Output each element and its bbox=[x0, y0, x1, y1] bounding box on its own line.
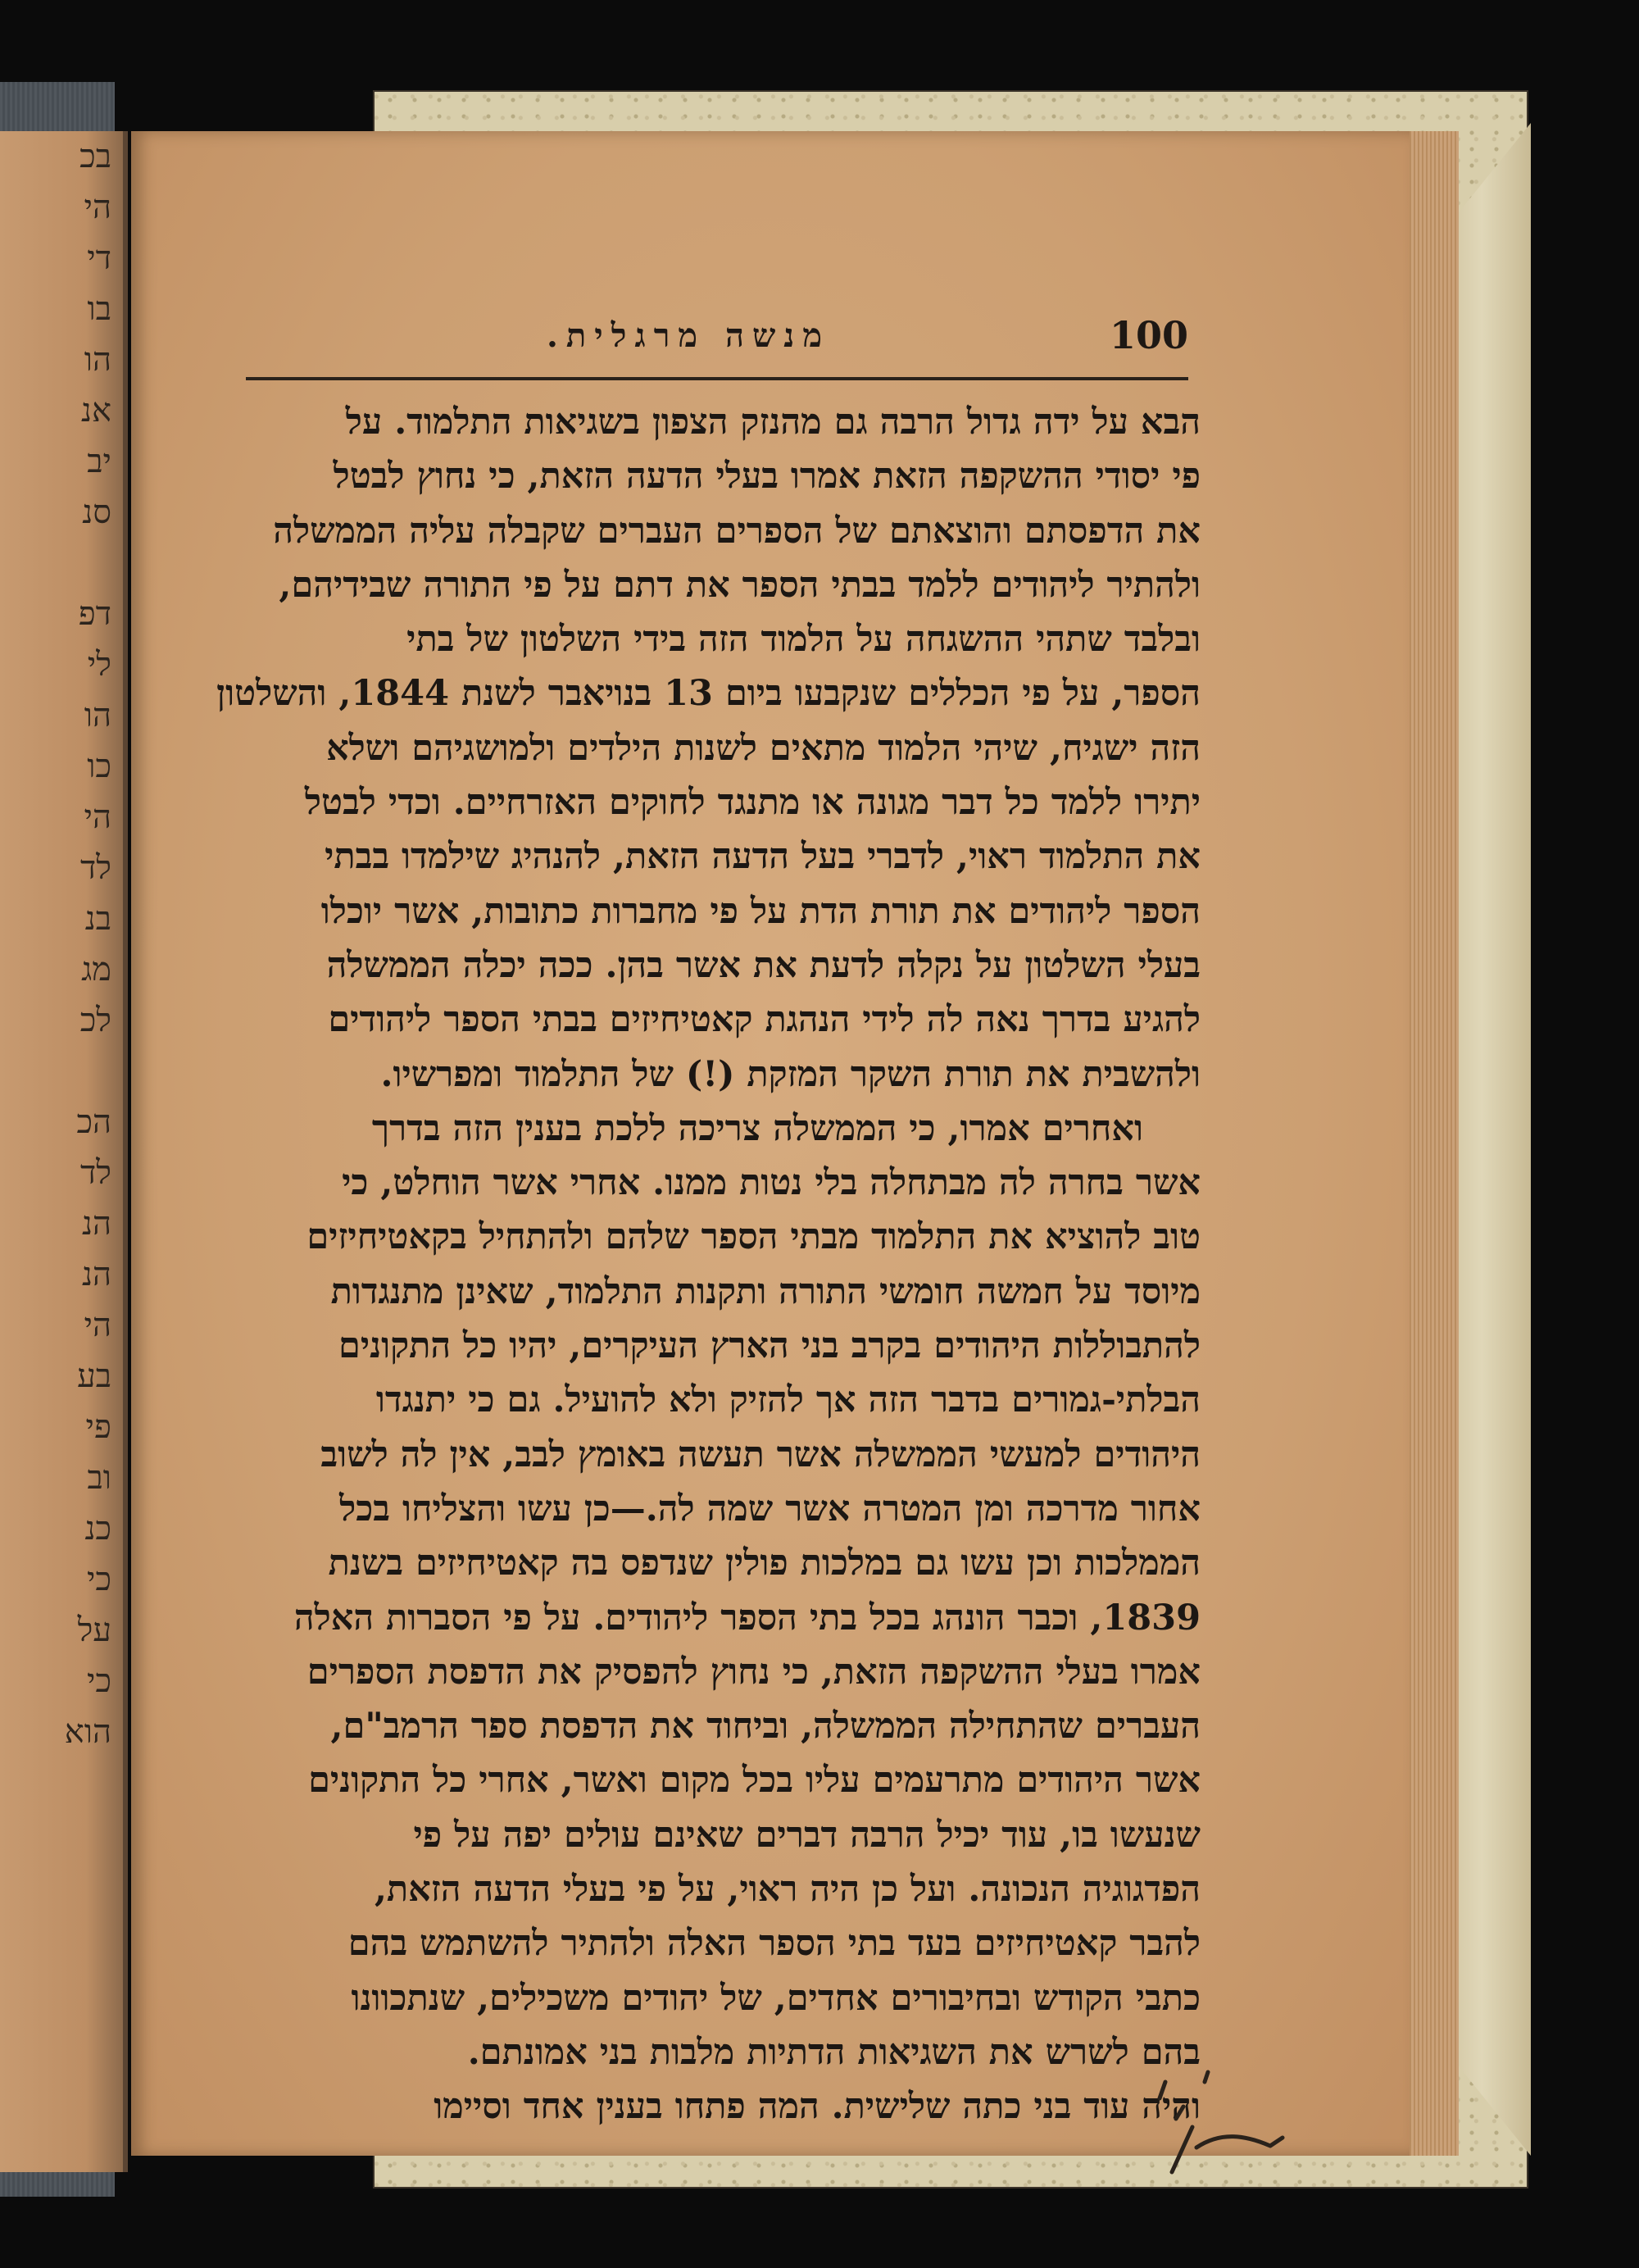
facing-text-fragment: בנ bbox=[84, 900, 111, 938]
text-line: הממלכות וכן עשו גם במלכות פולין שנדפס בה קאטיחיזים בשנת bbox=[328, 1543, 1201, 1584]
text-line: אשר בחרה לה מבתחלה בלי נטות ממנו. אחרי אשר הוחלט, כי bbox=[342, 1162, 1201, 1204]
facing-text-fragment: לכ bbox=[79, 1002, 111, 1039]
book-page bbox=[131, 131, 1410, 2156]
page-header bbox=[246, 313, 1188, 370]
facing-text-fragment: על bbox=[77, 1611, 111, 1649]
facing-text-fragment: סנ bbox=[82, 493, 111, 531]
facing-text-fragment: בכ bbox=[79, 138, 111, 175]
facing-text-fragment: די bbox=[87, 239, 111, 277]
text-line: והיה עוד בני כתה שלישית. המה פתחו בענין אחד וסיימו bbox=[434, 2086, 1201, 2128]
text-line: הבלתי-גמורים בדבר הזה אך להזיק ולא להועיל. גם כי יתנגדו bbox=[375, 1379, 1201, 1421]
text-line: אחור מדרכה ומן המטרה אשר שמה לה.—כן עשו והצליחו בכל bbox=[339, 1488, 1201, 1529]
facing-text-fragment: הוא bbox=[64, 1713, 111, 1751]
text-line: להבר קאטיחיזים בעד בתי הספר האלה ולהתיר להשתמש בהם bbox=[347, 1923, 1201, 1965]
text-line: יתירו ללמד כל דבר מגונה או מתנגד לחוקים האזרחיים. וכדי לבטל bbox=[304, 782, 1201, 824]
text-line: הספר ליהודים את תורת הדת על פי מחברות כתובות, אשר יוכלו bbox=[320, 890, 1201, 932]
facing-text-fragment: כי bbox=[86, 1561, 111, 1598]
facing-text-fragment bbox=[5, 538, 111, 589]
text-line: הבא על ידה גדול הרבה גם מהנזק הצפון בשגיאות התלמוד. על bbox=[345, 402, 1201, 443]
header-rule bbox=[246, 377, 1188, 380]
text-line: הזה ישגיח, שיהי הלמוד מתאים לשנות הילדים ולמושגיהם ושלא bbox=[326, 727, 1201, 769]
text-line: בעלי השלטון על נקלה לדעת את אשר בהן. ככה יכלה הממשלה bbox=[326, 944, 1201, 986]
facing-text-fragment: דפ bbox=[78, 595, 111, 633]
facing-text-fragment: הי bbox=[84, 189, 111, 226]
facing-text-fragment: וב bbox=[87, 1459, 111, 1497]
pencil-mark-icon bbox=[1147, 2049, 1328, 2197]
facing-text-fragment: אנ bbox=[80, 392, 111, 430]
text-line: ולהשבית את תורת השקר המזקת (!) של התלמוד ומפרשיו. bbox=[380, 1053, 1201, 1095]
text-line: אמרו בעלי ההשקפה הזאת, כי נחוץ להפסיק את הדפסת הספרים bbox=[306, 1651, 1201, 1693]
text-line: 1839, וכבר הונהג בכל בתי הספר ליהודים. על פי הסברות האלה bbox=[293, 1597, 1201, 1639]
facing-text-fragment: לי bbox=[87, 646, 111, 684]
page-number: 100 bbox=[1109, 313, 1188, 357]
facing-text-fragment: הנ bbox=[81, 1205, 111, 1243]
text-line: להגיע בדרך נאה לה לידי הנהגת קאטיחיזים בבתי הספר ליהודים bbox=[328, 999, 1201, 1041]
facing-text-fragment: הו bbox=[84, 341, 111, 379]
text-line: ואחרים אמרו, כי הממשלה צריכה ללכת בענין הזה בדרך bbox=[371, 1107, 1143, 1149]
text-line: את הדפסתם והוצאתם של הספרים העברים שקבלה עליה הממשלה bbox=[273, 510, 1201, 552]
text-line: בהם לשרש את השגיאות הדתיות מלבות בני אמונתם. bbox=[467, 2031, 1201, 2073]
text-line: שנעשו בו, עוד יכיל הרבה דברים שאינם עולים יפה על פי bbox=[413, 1814, 1201, 1856]
text-line: להתבוללות היהודים בקרב בני הארץ העיקרים, יהיו כל התקונים bbox=[338, 1325, 1201, 1367]
facing-text-fragment: הנ bbox=[81, 1256, 111, 1293]
facing-text-fragment bbox=[5, 1046, 111, 1097]
text-line: העברים שהתחילה הממשלה, וביחוד את הדפסת ספר הרמב"ם, bbox=[330, 1706, 1201, 1748]
facing-text-fragment: לד bbox=[80, 1154, 111, 1192]
text-line: פי יסודי ההשקפה הזאת אמרו בעלי הדעה הזאת, כי נחוץ לבטל bbox=[333, 456, 1201, 498]
facing-page-text bbox=[5, 131, 111, 1757]
body-text bbox=[216, 395, 1201, 2134]
facing-text-fragment: הי bbox=[84, 1307, 111, 1344]
facing-page-edge bbox=[0, 131, 128, 2172]
facing-text-fragment: הי bbox=[84, 798, 111, 836]
text-line: היהודים למעשי הממשלה אשר תעשה באומץ לבב, אין לה לשוב bbox=[320, 1434, 1201, 1475]
text-line: אשר היהודים מתרעמים עליו בכל מקום ואשר, אחרי כל התקונים bbox=[308, 1760, 1201, 1802]
facing-text-fragment: כו bbox=[87, 748, 111, 785]
facing-text-fragment: כי bbox=[86, 1662, 111, 1700]
facing-text-fragment: בע bbox=[77, 1357, 111, 1395]
text-line: טוב להוציא את התלמוד מבתי הספר שלהם ולהתחיל בקאטיחיזים bbox=[306, 1216, 1201, 1258]
facing-text-fragment: יב bbox=[87, 443, 111, 480]
text-line: ולהתיר ליהודים ללמד בבתי הספר את דתם על פי התורה שבידיהם, bbox=[279, 564, 1201, 606]
facing-text-fragment: בו bbox=[87, 290, 111, 328]
facing-text-fragment: הכ bbox=[76, 1103, 111, 1141]
text-line: את התלמוד ראוי, לדברי בעל הדעה הזאת, להנהיג שילמדו בבתי bbox=[325, 836, 1201, 878]
text-line: ובלבד שתהי ההשגחה על הלמוד הזה בידי השלטון של בתי bbox=[406, 619, 1201, 661]
text-line: הפדגוגיה הנכונה. ועל כן היה ראוי, על פי בעלי הדעה הזאת, bbox=[374, 1869, 1201, 1911]
text-line: כתבי הקודש ובחיבורים אחדים, של יהודים משכילים, שנתכוונו bbox=[351, 1977, 1201, 2019]
running-head: מנשה מרגלית. bbox=[546, 316, 831, 355]
facing-text-fragment: כנ bbox=[84, 1510, 111, 1548]
facing-text-fragment: פי bbox=[85, 1408, 111, 1446]
facing-text-fragment: לד bbox=[80, 849, 111, 887]
facing-text-fragment: הו bbox=[84, 697, 111, 734]
text-line: מיוסד על חמשה חומשי התורה ותקנות התלמוד, שאינן מתנגדות bbox=[330, 1270, 1201, 1312]
facing-text-fragment: מג bbox=[81, 951, 111, 989]
text-line: הספר, על פי הכללים שנקבעו ביום 13 בנויאבר לשנת 1844, והשלטון bbox=[216, 673, 1201, 715]
